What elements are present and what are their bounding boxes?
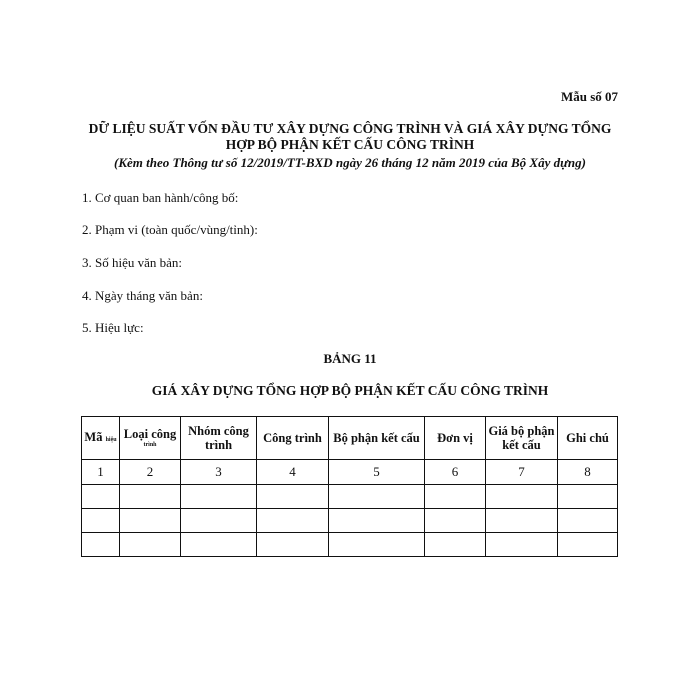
table-row <box>82 533 618 557</box>
table-cell <box>120 533 181 557</box>
table-cell: 3 <box>181 460 257 485</box>
header-loai-cong-trinh <box>120 417 181 460</box>
table-cell <box>181 533 257 557</box>
table-cell <box>486 533 558 557</box>
field-scope: 2. Phạm vi (toàn quốc/vùng/tỉnh): <box>82 222 258 237</box>
table-cell <box>425 509 486 533</box>
header-ma-hieu <box>82 417 120 460</box>
table-cell <box>82 509 120 533</box>
table-title: GIÁ XÂY DỰNG TỔNG HỢP BỘ PHẬN KẾT CẤU CÔNG TRÌNH <box>151 383 549 398</box>
table-cell <box>329 533 425 557</box>
table-cell: 5 <box>329 460 425 485</box>
header-nhom-cong-trinh: Nhóm công trình <box>181 417 257 460</box>
table-cell: 6 <box>425 460 486 485</box>
table-cell <box>257 533 329 557</box>
header-gia-bo-phan: Giá bộ phận kết cấu <box>486 417 558 460</box>
table-cell: 1 <box>82 460 120 485</box>
table-cell <box>82 485 120 509</box>
field-issuing-agency: 1. Cơ quan ban hành/công bố: <box>82 190 239 205</box>
table-cell: 8 <box>558 460 618 485</box>
field-document-date: 4. Ngày tháng văn bản: <box>82 288 203 303</box>
header-bo-phan-ket-cau: Bộ phận kết cấu <box>329 417 425 460</box>
document-title: DỮ LIỆU SUẤT VỐN ĐẦU TƯ XÂY DỰNG CÔNG TRÌNH VÀ GIÁ XÂY DỰNG TỔNG HỢP BỘ PHẬN KẾT CẤU CÔNG TRÌNH <box>88 121 612 152</box>
table-cell <box>425 533 486 557</box>
table-cell <box>120 485 181 509</box>
table-cell <box>425 485 486 509</box>
table-cell <box>486 509 558 533</box>
table-cell <box>181 485 257 509</box>
table-cell <box>120 509 181 533</box>
header-loai-sub: trình <box>143 442 157 448</box>
table-column-number-row <box>82 460 618 485</box>
field-document-number: 3. Số hiệu văn bản: <box>82 255 183 270</box>
table-cell: 2 <box>120 460 181 485</box>
table-cell: 7 <box>486 460 558 485</box>
field-effective: 5. Hiệu lực: <box>82 320 144 335</box>
price-table <box>81 416 618 557</box>
table-header-row <box>82 417 618 460</box>
header-ma-main: Mã <box>84 429 103 444</box>
table-cell <box>257 485 329 509</box>
table-cell <box>558 485 618 509</box>
document-subtitle: (Kèm theo Thông tư số 12/2019/TT-BXD ngày 26 tháng 12 năm 2019 của Bộ Xây dựng) <box>114 155 586 170</box>
table-cell <box>181 509 257 533</box>
form-number: Mẫu số 07 <box>560 89 618 104</box>
table-cell <box>558 509 618 533</box>
table-label: BẢNG 11 <box>323 351 377 366</box>
header-loai-main: Loại công <box>123 427 177 441</box>
table-row <box>82 485 618 509</box>
header-ma-sub: hiệu <box>105 436 117 443</box>
header-don-vi: Đơn vị <box>425 417 486 460</box>
table-cell <box>486 485 558 509</box>
table-cell <box>329 509 425 533</box>
table-cell <box>329 485 425 509</box>
table-cell <box>558 533 618 557</box>
table-cell: 4 <box>257 460 329 485</box>
table-cell <box>257 509 329 533</box>
table-row <box>82 509 618 533</box>
header-cong-trinh: Công trình <box>257 417 329 460</box>
table-cell <box>82 533 120 557</box>
header-ghi-chu: Ghi chú <box>558 417 618 460</box>
